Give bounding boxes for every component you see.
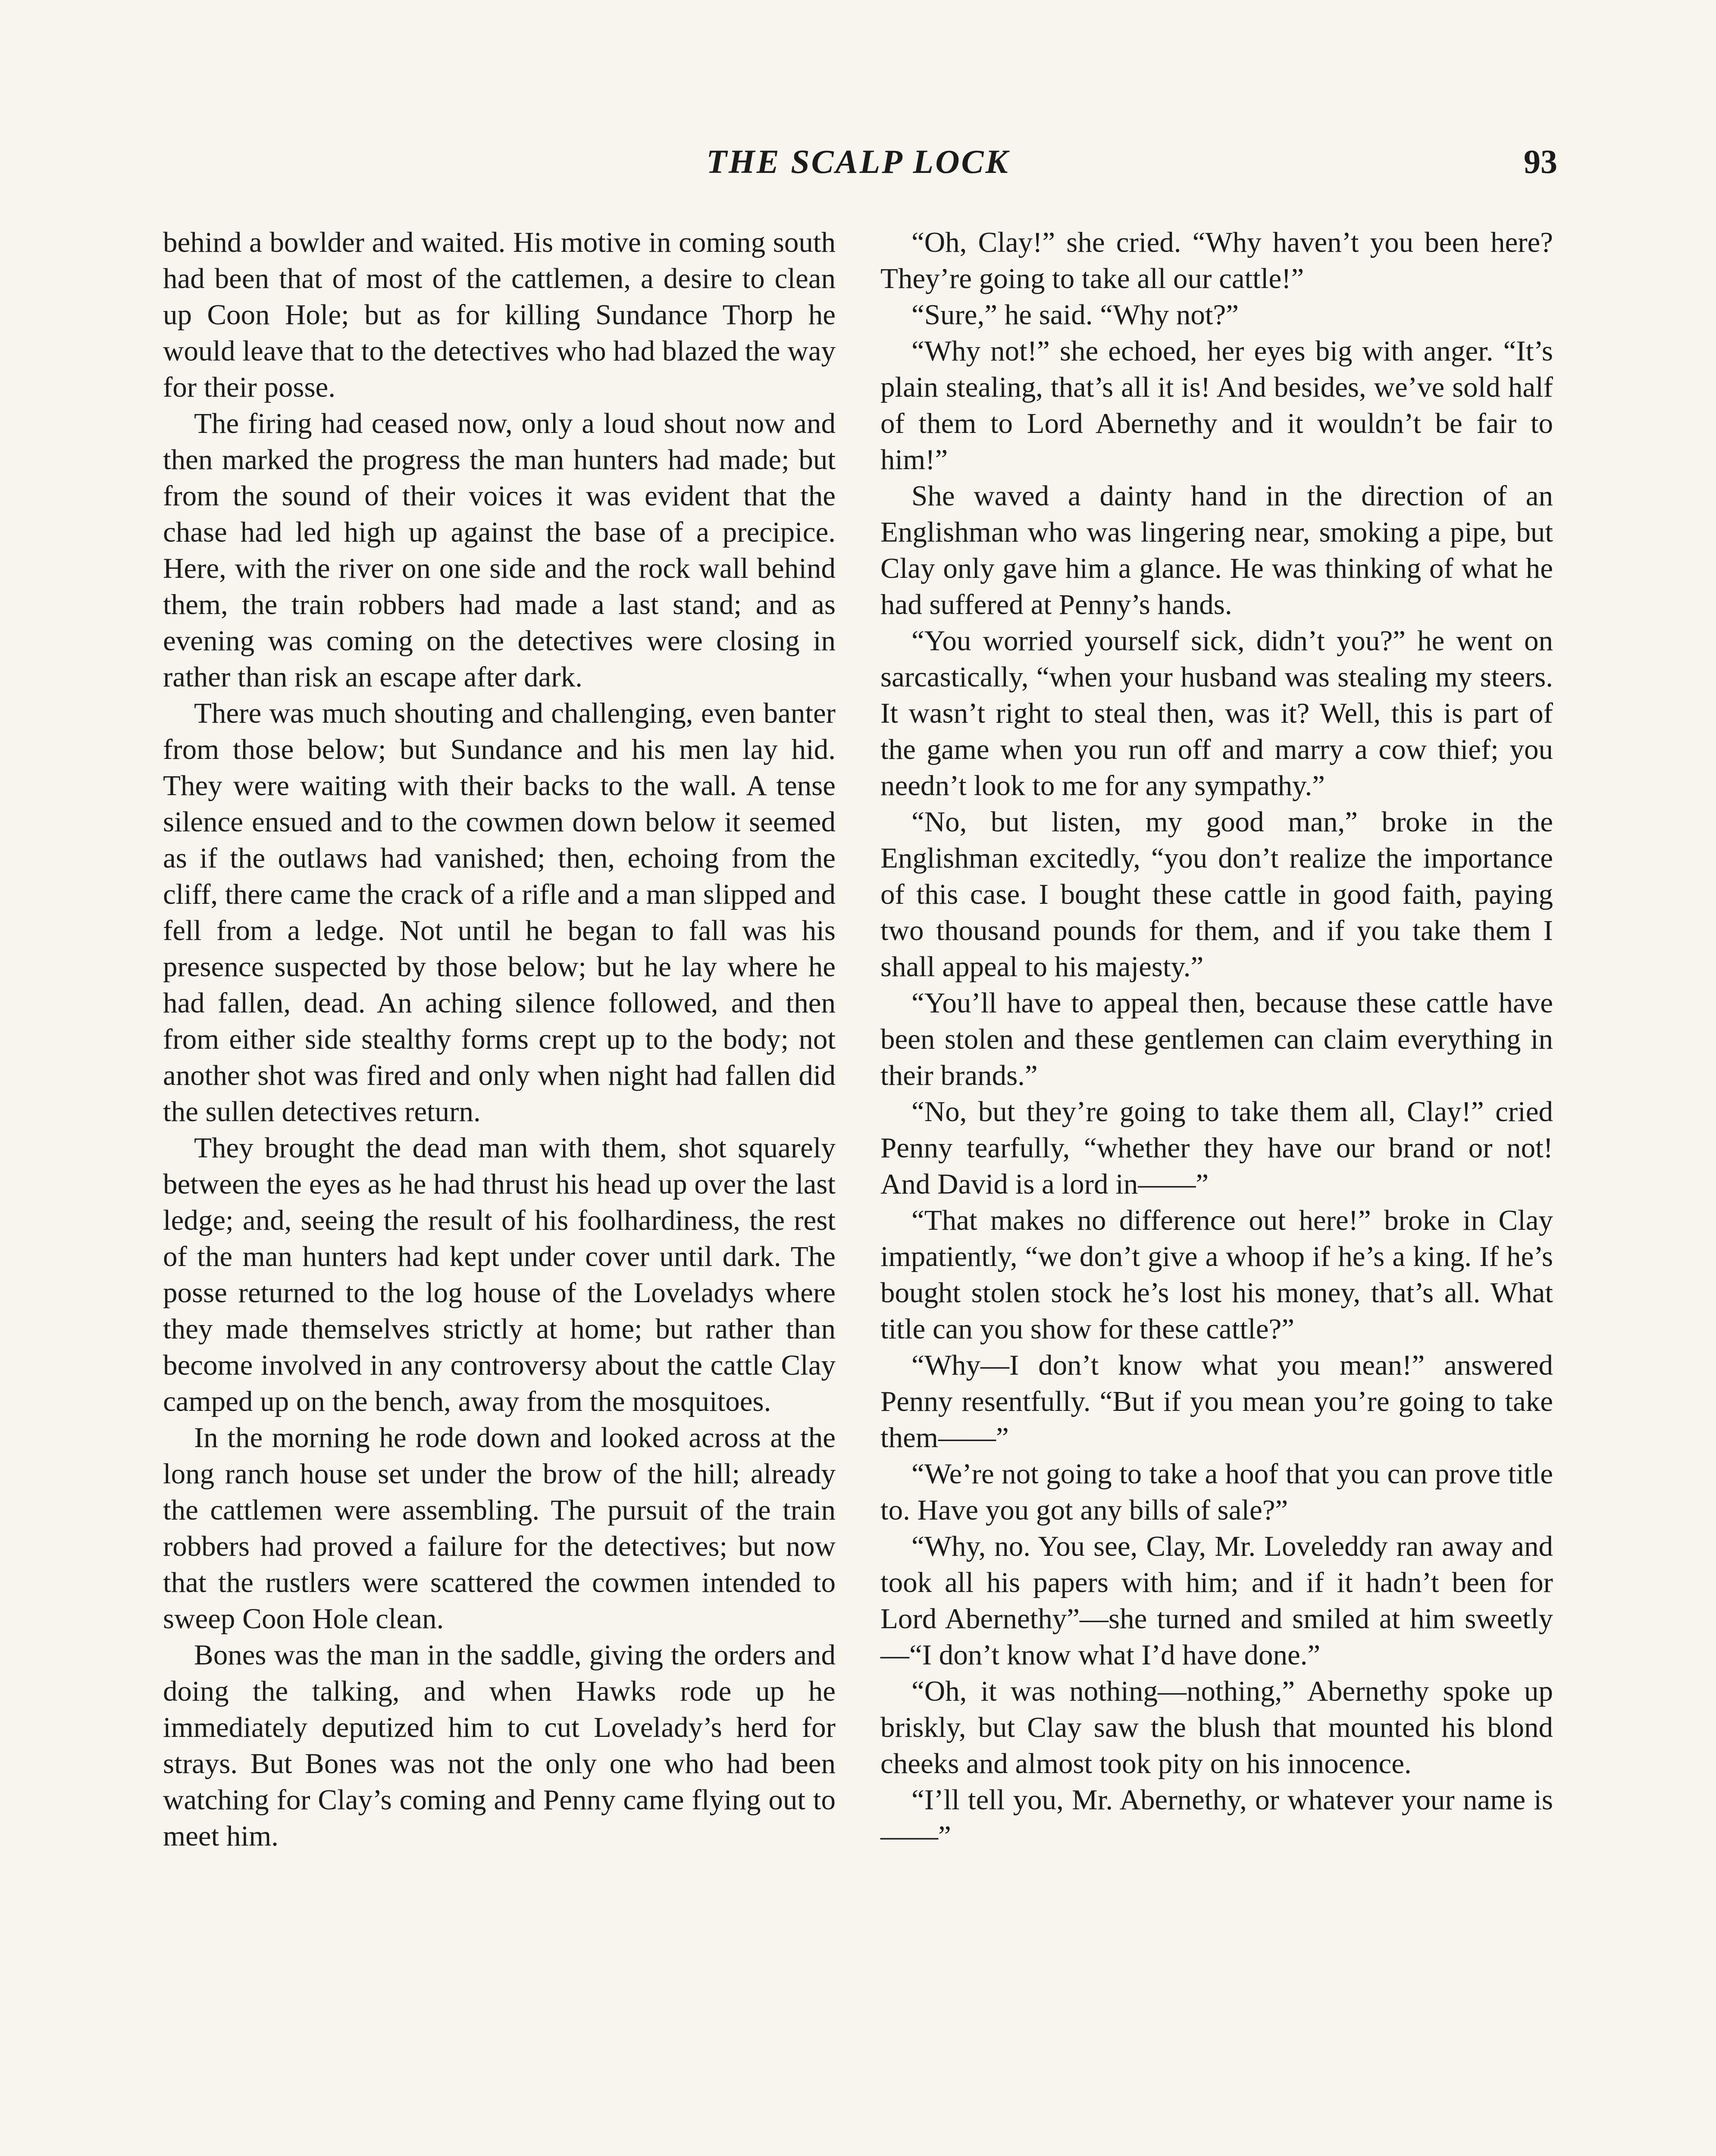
paragraph: She waved a dainty hand in the direction of an Englishman who was lingering near, smoking a pipe, but Clay only gave him a glance. He was thinking of what he had suffered at Penny’s hands. — [880, 480, 1553, 620]
left-column — [163, 224, 836, 1854]
paragraph: There was much shouting and challenging, even banter from those below; but Sundance and his men lay hid. They were waiting with their backs to the wall. A tense silence ensued and to the cowmen down below it seemed as if the outlaws had vanished; then, echoing from the cliff, there came the crack of a rifle and a man slipped and fell from a ledge. Not until he began to fall was his presence suspected by those below; but he lay where he had fallen, dead. An aching silence followed, and then from either side stealthy forms crept up to the body; not another shot was fired and only when night had fallen did the sullen detectives return. — [163, 697, 836, 1128]
paragraph: “You’ll have to appeal then, because these cattle have been stolen and these gentlemen can claim everything in their brands.” — [880, 987, 1553, 1091]
paragraph: “Why—I don’t know what you mean!” answered Penny resentfully. “But if you mean you’re going to take them——” — [880, 1349, 1553, 1454]
paragraph: “Oh, Clay!” she cried. “Why haven’t you been here? They’re going to take all our cattle!” — [880, 226, 1553, 295]
right-column — [880, 224, 1553, 1854]
paragraph: “I’ll tell you, Mr. Abernethy, or whatever your name is——” — [880, 1784, 1553, 1852]
paragraph: “Why, no. You see, Clay, Mr. Loveleddy ran away and took all his papers with him; and if it hadn’t been for Lord Abernethy”—she turned and smiled at him sweetly—“I don’t know what I’d have done.” — [880, 1530, 1553, 1671]
page-number: 93 — [1524, 143, 1557, 180]
paragraph: “That makes no difference out here!” broke in Clay impatiently, “we don’t give a whoop if he’s a king. If he’s bought stolen stock he’s lost his money, that’s all. What title can you show for these cattle?” — [880, 1204, 1553, 1345]
paragraph: They brought the dead man with them, shot squarely between the eyes as he had thrust his head up over the last ledge; and, seeing the result of his foolhardiness, the rest of the man hunters had kept under cover until dark. The posse returned to the log house of the Loveladys where they made themselves strictly at home; but rather than become involved in any controversy about the cattle Clay camped up on the bench, away from the mosquitoes. — [163, 1132, 836, 1417]
running-title: THE SCALP LOCK — [706, 143, 1010, 180]
paragraph: Bones was the man in the saddle, giving the orders and doing the talking, and when Hawks rode up he immediately deputized him to cut Lovelady’s herd for strays. But Bones was not the only one who had been watching for Clay’s coming and Penny came flying out to meet him. — [163, 1639, 836, 1852]
paragraph: “Sure,” he said. “Why not?” — [911, 299, 1239, 331]
paragraph: “You worried yourself sick, didn’t you?” he went on sarcastically, “when your husband was stealing my steers. It wasn’t right to steal then, was it? Well, this is part of the game when you run off and marry a cow thief; you needn’t look to me for any sympathy.” — [880, 625, 1553, 802]
paragraph: “No, but they’re going to take them all, Clay!” cried Penny tearfully, “whether they have our brand or not! And David is a lord in——” — [880, 1096, 1553, 1200]
paragraph: The firing had ceased now, only a loud shout now and then marked the progress the man hunters had made; but from the sound of their voices it was evident that the chase had led high up against the base of a precipice. Here, with the river on one side and the rock wall behind them, the train robbers had made a last stand; and as evening was coming on the detectives were closing in rather than risk an escape after dark. — [163, 407, 836, 693]
paragraph: In the morning he rode down and looked across at the long ranch house set under the brow of the hill; already the cattlemen were assembling. The pursuit of the train robbers had proved a failure for the detectives; but now that the rustlers were scattered the cowmen intended to sweep Coon Hole clean. — [163, 1422, 836, 1635]
paragraph: “We’re not going to take a hoof that you can prove title to. Have you got any bills of sale?” — [880, 1458, 1553, 1526]
paragraph: “Oh, it was nothing—nothing,” Abernethy spoke up briskly, but Clay saw the blush that mounted his blond cheeks and almost took pity on his innocence. — [880, 1675, 1553, 1780]
paragraph: “Why not!” she echoed, her eyes big with anger. “It’s plain stealing, that’s all it is! And besides, we’ve sold half of them to Lord Abernethy and it wouldn’t be fair to him!” — [880, 335, 1553, 476]
paragraph: “No, but listen, my good man,” broke in the Englishman excitedly, “you don’t realize the importance of this case. I bought these cattle in good faith, paying two thousand pounds for them, and if you take them I shall appeal to his majesty.” — [880, 806, 1553, 983]
paragraph: behind a bowlder and waited. His motive in coming south had been that of most of the cattlemen, a desire to clean up Coon Hole; but as for killing Sundance Thorp he would leave that to the detectives who had blazed the way for their posse. — [163, 226, 836, 403]
